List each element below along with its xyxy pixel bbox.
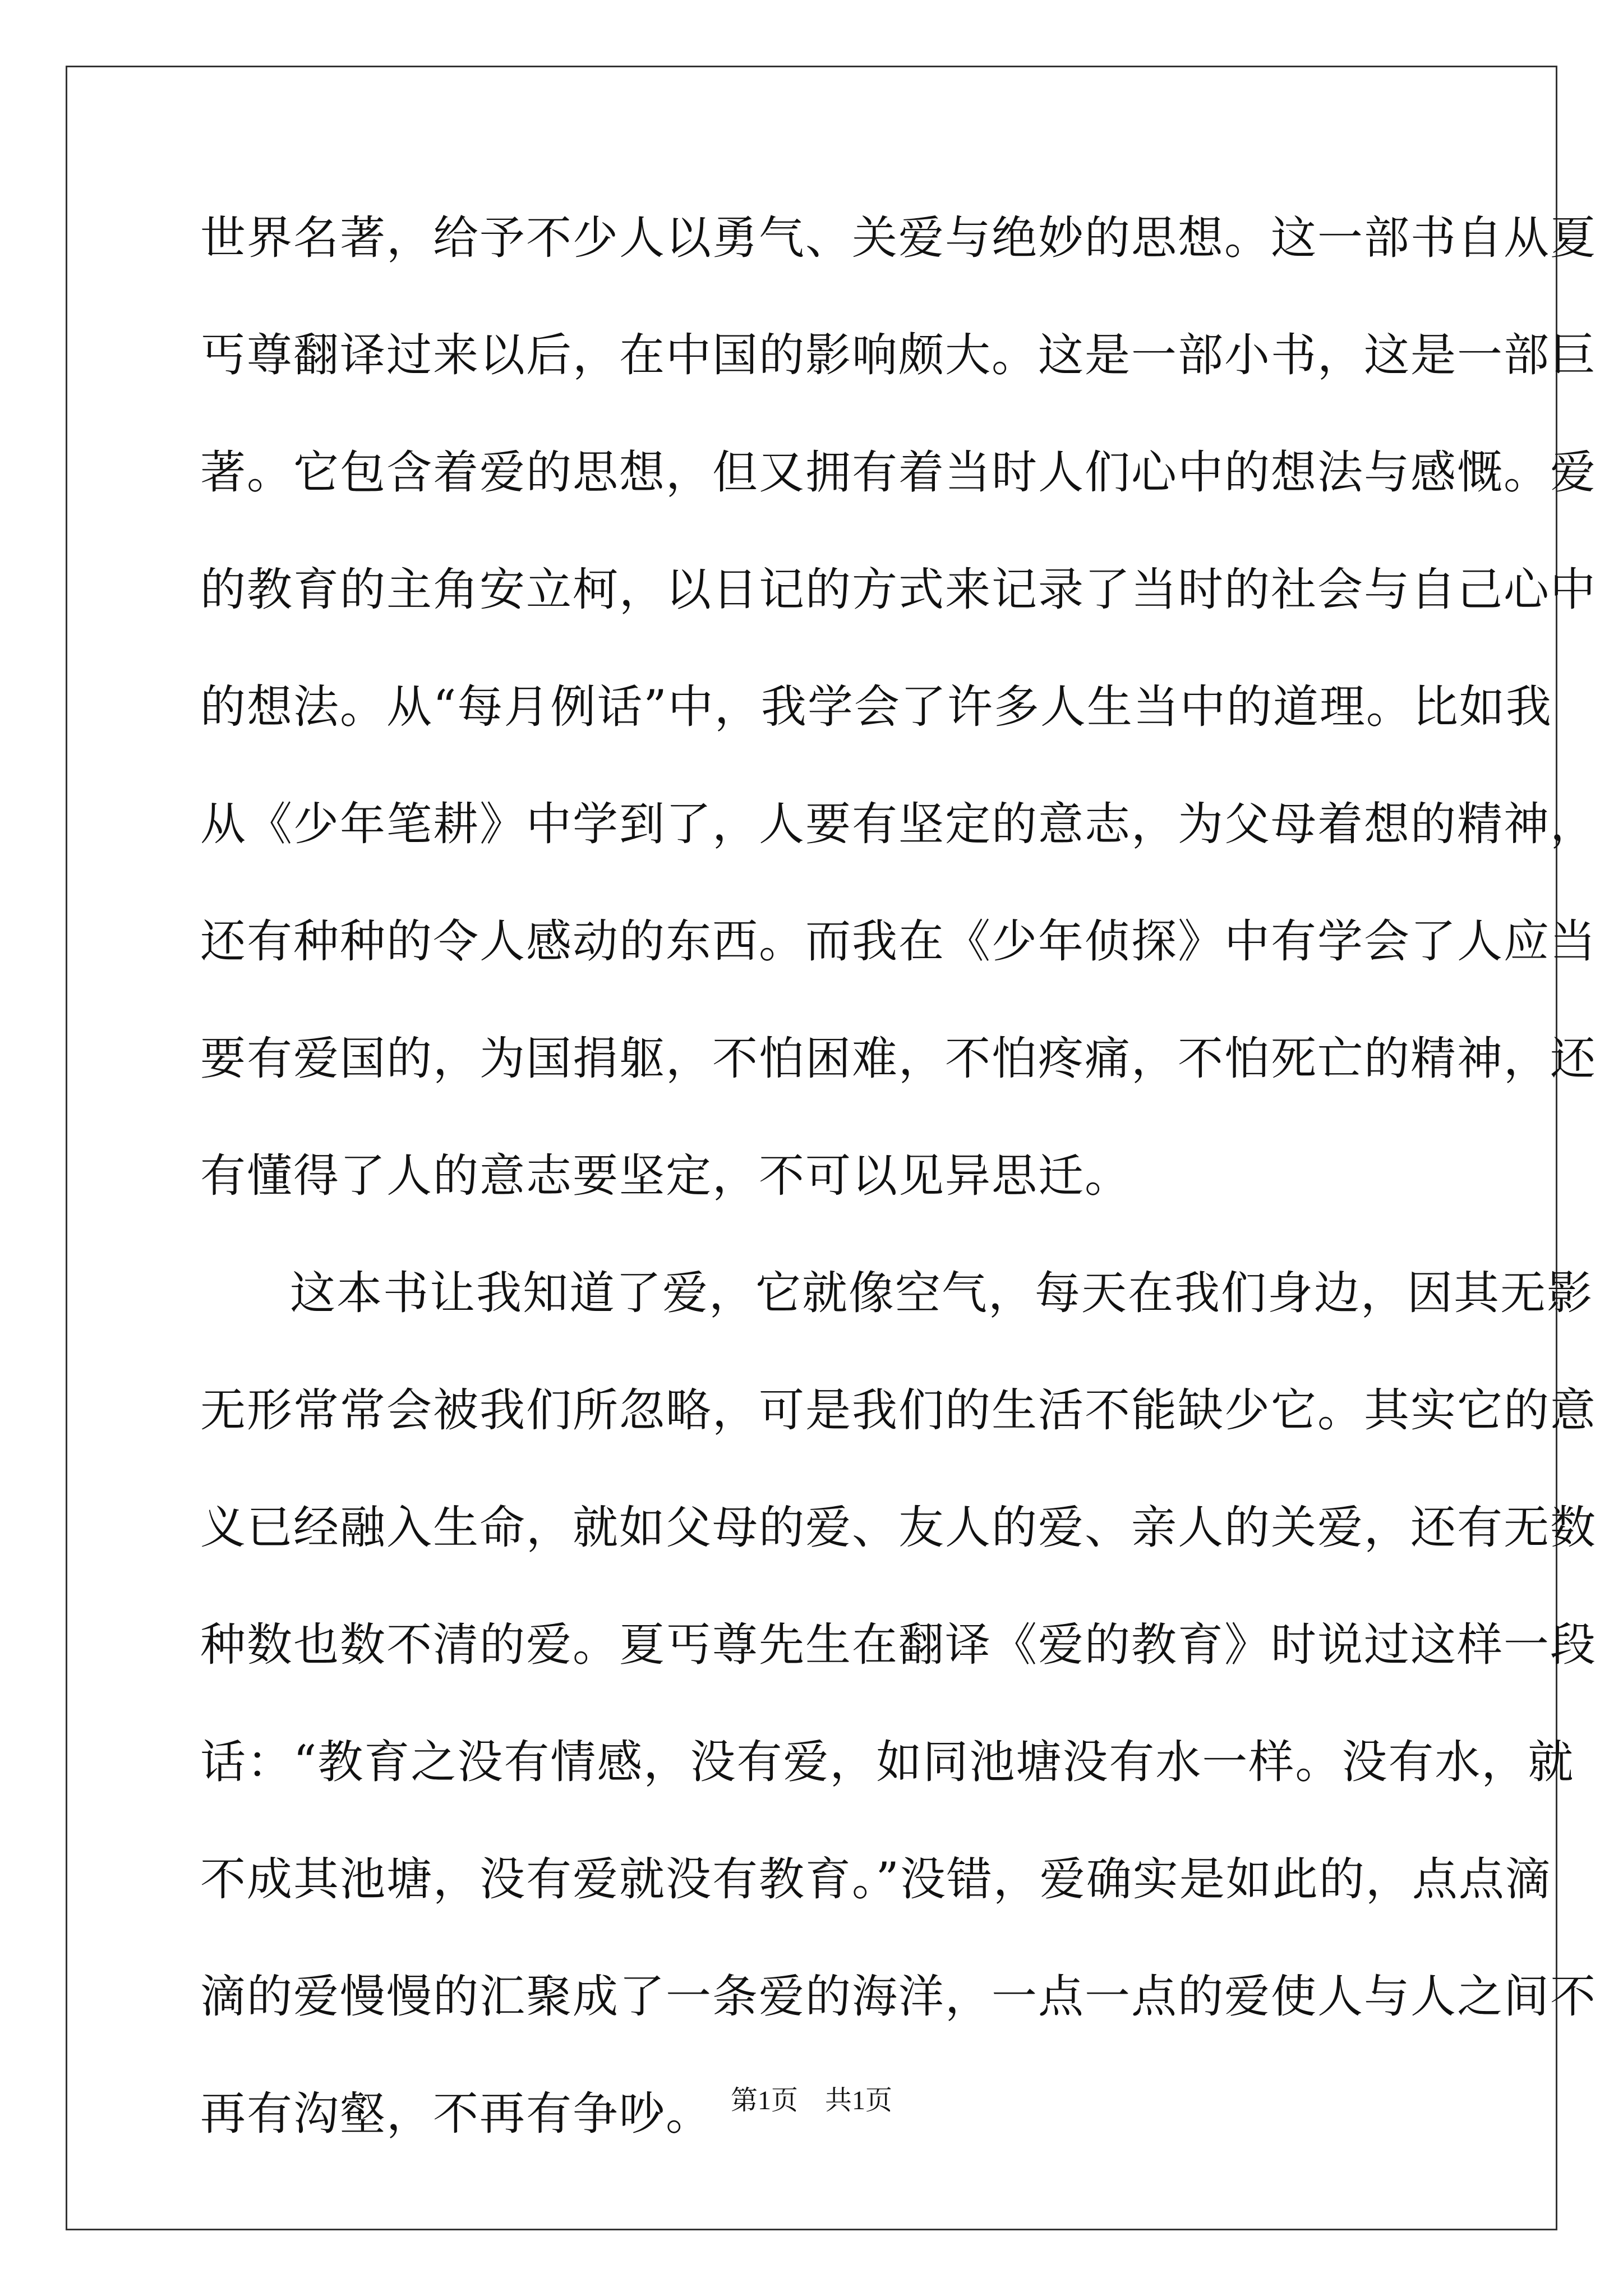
text-line: 的想法。从“每月例话”中，我学会了许多人生当中的道理。比如我 [200, 681, 1552, 734]
text-line: 从《少年笔耕》中学到了，人要有坚定的意志，为父母着想的精神， [200, 798, 1597, 851]
text-line: 要有爱国的，为国捐躯，不怕困难，不怕疼痛，不怕死亡的精神，还 [200, 1033, 1597, 1085]
text-line: 无形常常会被我们所忽略，可是我们的生活不能缺少它。其实它的意 [200, 1384, 1597, 1437]
page-number-total: 共1页 [825, 2086, 893, 2115]
text-line: 话：“教育之没有情感，没有爱，如同池塘没有水一样。没有水，就 [200, 1736, 1575, 1789]
text-line: 的教育的主角安立柯，以日记的方式来记录了当时的社会与自己心中 [200, 564, 1597, 616]
page-footer [0, 2078, 1623, 2117]
text-line: 滴的爱慢慢的汇聚成了一条爱的海洋，一点一点的爱使人与人之间不 [200, 1971, 1597, 2023]
text-line: 不成其池塘，没有爱就没有教育。”没错，爱确实是如此的，点点滴 [200, 1853, 1552, 1906]
text-line: 种数也数不清的爱。夏丐尊先生在翻译《爱的教育》时说过这样一段 [200, 1619, 1597, 1672]
text-line: 再有沟壑，不再有争吵。 [200, 2088, 713, 2141]
text-line: 义已经融入生命，就如父母的爱、友人的爱、亲人的关爱，还有无数 [200, 1502, 1597, 1554]
text-line: 著。它包含着爱的思想，但又拥有着当时人们心中的想法与感慨。爱 [200, 447, 1597, 499]
text-line: 还有种种的令人感动的东西。而我在《少年侦探》中有学会了人应当 [200, 915, 1597, 968]
document-body [200, 208, 1597, 2201]
page-number-current: 第1页 [730, 2086, 798, 2115]
text-line: 这本书让我知道了爱，它就像空气，每天在我们身边，因其无影 [290, 1267, 1594, 1320]
text-line: 世界名著，给予不少人以勇气、关爱与绝妙的思想。这一部书自从夏 [200, 212, 1597, 265]
text-line: 有懂得了人的意志要坚定，不可以见异思迁。 [200, 1150, 1132, 1203]
text-line: 丐尊翻译过来以后，在中国的影响颇大。这是一部小书，这是一部巨 [200, 329, 1597, 382]
